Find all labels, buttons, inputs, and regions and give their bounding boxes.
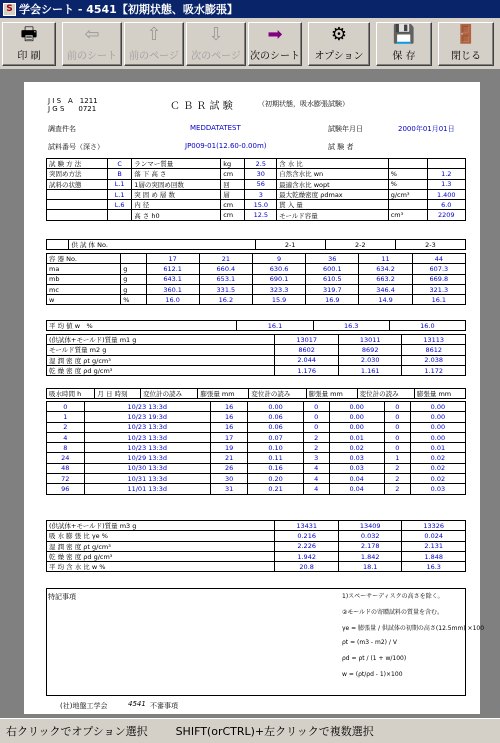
table-cell: 0.21 bbox=[248, 484, 303, 494]
table-cell: 2 bbox=[47, 422, 85, 432]
toolbar bbox=[0, 18, 500, 70]
table-cell: 落 下 高 さ bbox=[132, 169, 221, 179]
status-bar bbox=[0, 718, 500, 743]
table-row bbox=[47, 189, 466, 199]
table-cell: 0.00 bbox=[329, 412, 384, 422]
table-cell: g bbox=[121, 264, 146, 274]
table-cell: 0.216 bbox=[275, 531, 339, 541]
table-cell: 346.4 bbox=[359, 284, 412, 294]
table-cell bbox=[108, 210, 132, 220]
date-value: 2000年01月01日 bbox=[398, 125, 455, 133]
table-cell: 0.01 bbox=[329, 432, 384, 442]
table-cell: 試料の状態 bbox=[47, 179, 108, 189]
print-button[interactable]: 🖶 印 刷 bbox=[2, 22, 56, 66]
table-cell bbox=[47, 200, 108, 210]
tester-label: 試 験 者 bbox=[328, 143, 354, 151]
options-icon: ⚙ bbox=[330, 24, 348, 45]
table-cell: (供試体+モールド)質量 m1 g bbox=[47, 335, 275, 345]
table-cell: 0.024 bbox=[402, 531, 466, 541]
remarks-label: 特記事項 bbox=[48, 593, 76, 601]
table-cell: 0.07 bbox=[248, 432, 303, 442]
table-cell: 26 bbox=[210, 463, 248, 473]
table-cell: 11 bbox=[359, 254, 412, 264]
table-cell: 0 bbox=[303, 422, 329, 432]
table-cell: 10/31 13:3d bbox=[84, 474, 210, 484]
table-cell: 0.02 bbox=[410, 463, 465, 473]
table-cell bbox=[388, 200, 427, 210]
table-cell: cm bbox=[221, 200, 245, 210]
table-cell: 16.3 bbox=[313, 321, 389, 331]
table-cell: 0.00 bbox=[248, 402, 303, 412]
table-cell: 10/23 13:3d bbox=[84, 402, 210, 412]
arrow-down-icon: ⇩ bbox=[208, 24, 224, 45]
table-cell: kg bbox=[221, 159, 245, 169]
swell-header-table bbox=[46, 388, 466, 399]
table-cell bbox=[121, 254, 146, 264]
table-cell: 0.03 bbox=[410, 484, 465, 494]
table-row bbox=[47, 240, 466, 250]
table-cell: 360.1 bbox=[146, 284, 199, 294]
table-row bbox=[47, 345, 466, 355]
table-cell: 1 bbox=[384, 453, 410, 463]
table-cell: 0 bbox=[303, 402, 329, 412]
table-cell: 16.0 bbox=[146, 295, 199, 305]
arrow-right-icon: ➡ bbox=[267, 24, 283, 45]
table-cell: 13431 bbox=[275, 521, 339, 531]
next-sheet-button[interactable]: ➡ 次のシート bbox=[248, 22, 302, 66]
table-cell: 1.848 bbox=[402, 551, 466, 561]
table-cell: 13011 bbox=[338, 335, 402, 345]
table-cell: 0.02 bbox=[329, 443, 384, 453]
table-cell: 4 bbox=[303, 484, 329, 494]
test-conditions-table bbox=[46, 158, 466, 221]
table-cell: 321.3 bbox=[412, 284, 465, 294]
density-table bbox=[46, 334, 466, 376]
table-cell: 0 bbox=[384, 422, 410, 432]
table-row bbox=[47, 474, 466, 484]
table-cell: 0.01 bbox=[410, 443, 465, 453]
table-cell: 16.9 bbox=[306, 295, 359, 305]
table-cell: 回 bbox=[221, 179, 245, 189]
table-cell: 0 bbox=[384, 412, 410, 422]
water-content-table bbox=[46, 253, 466, 305]
title-bar bbox=[0, 0, 500, 18]
project-label: 調査件名 bbox=[48, 125, 76, 133]
table-cell: 変位計の読み bbox=[357, 389, 414, 399]
table-cell bbox=[47, 189, 108, 199]
table-cell: 16.0 bbox=[389, 321, 465, 331]
table-cell: mc bbox=[47, 284, 121, 294]
table-cell: 18.1 bbox=[338, 562, 402, 572]
table-cell: 1層の突固め回数 bbox=[132, 179, 221, 189]
formula-note: w = (ρt/ρd - 1)×100 bbox=[342, 671, 403, 678]
specimen-no-table bbox=[46, 239, 466, 250]
sheet-title: Ｃ Ｂ Ｒ 試 験 bbox=[170, 101, 233, 112]
table-cell: 月 日 時刻 bbox=[95, 389, 141, 399]
table-cell: 13409 bbox=[338, 521, 402, 531]
table-cell: 吸 水 膨 張 比 γe % bbox=[47, 531, 275, 541]
table-row bbox=[47, 389, 466, 399]
table-cell: 20.8 bbox=[275, 562, 339, 572]
table-cell: 0.10 bbox=[248, 443, 303, 453]
table-cell bbox=[47, 240, 69, 250]
remarks-box bbox=[46, 588, 466, 696]
table-cell: 1.842 bbox=[338, 551, 402, 561]
table-cell: 2.178 bbox=[338, 541, 402, 551]
footer-org: (社)地盤工学会 bbox=[60, 702, 108, 710]
table-cell: 1.3 bbox=[427, 179, 466, 189]
table-cell: 湿 潤 密 度 ρt g/cm³ bbox=[47, 541, 275, 551]
table-cell: 含 水 比 bbox=[277, 159, 389, 169]
date-label: 試験年月日 bbox=[328, 125, 363, 133]
table-cell: 0 bbox=[303, 412, 329, 422]
table-cell: 16.1 bbox=[412, 295, 465, 305]
table-cell: 15.0 bbox=[245, 200, 277, 210]
table-cell: 16 bbox=[210, 422, 248, 432]
table-cell: 48 bbox=[47, 463, 85, 473]
table-cell: 17 bbox=[146, 254, 199, 264]
table-cell: 0.00 bbox=[410, 422, 465, 432]
table-cell: 2-3 bbox=[395, 240, 465, 250]
footer-suffix: 不審事項 bbox=[150, 702, 178, 710]
table-cell: 2.030 bbox=[338, 355, 402, 365]
table-cell: 319.7 bbox=[306, 284, 359, 294]
table-cell: g bbox=[121, 274, 146, 284]
table-cell: % bbox=[388, 169, 427, 179]
table-cell: 0.06 bbox=[248, 422, 303, 432]
table-cell: mb bbox=[47, 274, 121, 284]
next-page-button[interactable]: ⇩ 次のページ bbox=[186, 22, 246, 66]
table-cell: 突 固 め 層 数 bbox=[132, 189, 221, 199]
table-cell: 653.1 bbox=[199, 274, 252, 284]
table-cell: 643.1 bbox=[146, 274, 199, 284]
table-cell: 0.02 bbox=[410, 474, 465, 484]
table-cell: 13113 bbox=[402, 335, 466, 345]
table-cell: 630.6 bbox=[252, 264, 305, 274]
table-cell: 0.032 bbox=[338, 531, 402, 541]
table-row bbox=[47, 179, 466, 189]
options-button[interactable]: ⚙ オプション bbox=[308, 22, 370, 66]
table-cell: 30 bbox=[210, 474, 248, 484]
table-cell: 612.1 bbox=[146, 264, 199, 274]
table-row bbox=[47, 159, 466, 169]
sample-value: JP009-01(12.60-0.00m) bbox=[185, 142, 267, 150]
table-cell: 15.9 bbox=[252, 295, 305, 305]
table-cell: 8692 bbox=[338, 345, 402, 355]
table-cell: 13326 bbox=[402, 521, 466, 531]
table-cell: 331.5 bbox=[199, 284, 252, 294]
table-row bbox=[47, 355, 466, 365]
table-cell: 12.5 bbox=[245, 210, 277, 220]
table-row bbox=[47, 365, 466, 375]
table-cell: 2 bbox=[384, 484, 410, 494]
table-cell: 0 bbox=[384, 402, 410, 412]
table-cell: 16 bbox=[210, 412, 248, 422]
table-cell: 663.2 bbox=[359, 274, 412, 284]
table-cell: 供 試 体 No. bbox=[69, 240, 255, 250]
table-row bbox=[47, 284, 466, 294]
table-cell: 16.1 bbox=[237, 321, 313, 331]
table-cell: 変位計の読み bbox=[141, 389, 198, 399]
table-row bbox=[47, 521, 466, 531]
table-cell: L.1 bbox=[108, 189, 132, 199]
table-cell: 乾 燥 密 度 ρd g/cm³ bbox=[47, 365, 275, 375]
table-cell: モールド質量 m2 g bbox=[47, 345, 275, 355]
table-row bbox=[47, 274, 466, 284]
save-button[interactable]: 💾 保 存 bbox=[376, 22, 432, 66]
table-cell: 21 bbox=[199, 254, 252, 264]
table-cell: 湿 潤 密 度 ρt g/cm³ bbox=[47, 355, 275, 365]
table-cell: 0.03 bbox=[329, 463, 384, 473]
table-row bbox=[47, 402, 466, 412]
table-cell: 2 bbox=[384, 474, 410, 484]
table-row bbox=[47, 551, 466, 561]
table-cell: ma bbox=[47, 264, 121, 274]
formula-note: ρt = (m3 - m2) / V bbox=[342, 639, 397, 646]
table-cell: 膨張量 mm bbox=[414, 389, 465, 399]
sheet-subtitle: （初期状態，吸水膨張試験） bbox=[258, 100, 349, 108]
arrow-up-icon: ⇧ bbox=[146, 24, 162, 45]
table-cell: 10/23 13:3d bbox=[84, 432, 210, 442]
table-cell: 0.02 bbox=[410, 453, 465, 463]
table-row bbox=[47, 562, 466, 572]
table-cell: 21 bbox=[210, 453, 248, 463]
table-cell: 10/23 13:3d bbox=[84, 422, 210, 432]
table-cell: 吸水時間 h bbox=[47, 389, 95, 399]
table-cell: 貫 入 量 bbox=[277, 200, 389, 210]
table-cell: 2.044 bbox=[275, 355, 339, 365]
table-cell: 2.226 bbox=[275, 541, 339, 551]
sheet-app-icon: S bbox=[3, 3, 16, 16]
save-icon: 💾 bbox=[392, 24, 416, 45]
sample-label: 試料番号（深さ） bbox=[48, 143, 104, 151]
table-cell: 2.038 bbox=[402, 355, 466, 365]
table-cell: 1.400 bbox=[427, 189, 466, 199]
table-cell: 8612 bbox=[402, 345, 466, 355]
table-row bbox=[47, 531, 466, 541]
table-cell: 0.16 bbox=[248, 463, 303, 473]
after-test-table bbox=[46, 520, 466, 572]
table-cell: 10/29 13:3d bbox=[84, 453, 210, 463]
table-row bbox=[47, 264, 466, 274]
average-water-table bbox=[46, 320, 466, 331]
table-cell: 36 bbox=[306, 254, 359, 264]
table-cell: 1.942 bbox=[275, 551, 339, 561]
table-cell: 610.5 bbox=[306, 274, 359, 284]
table-cell: 0.04 bbox=[329, 484, 384, 494]
table-cell: 0.06 bbox=[248, 412, 303, 422]
footer-number: 4541 bbox=[128, 700, 146, 708]
standard-jgs: J G S 0721 bbox=[48, 105, 97, 113]
window-title: 学会シート - 4541【初期状態、吸水膨張】 bbox=[19, 3, 238, 16]
table-cell: 1.176 bbox=[275, 365, 339, 375]
close-button[interactable]: 🚪 閉じる bbox=[438, 22, 494, 66]
table-cell: 容 器 No. bbox=[47, 254, 121, 264]
table-cell: 1.2 bbox=[427, 169, 466, 179]
table-row bbox=[47, 321, 466, 331]
table-cell: 変位計の読み bbox=[249, 389, 306, 399]
table-cell: 72 bbox=[47, 474, 85, 484]
table-cell: 96 bbox=[47, 484, 85, 494]
table-cell: 660.4 bbox=[199, 264, 252, 274]
table-cell: 0.00 bbox=[329, 402, 384, 412]
status-right: SHIFT(orCTRL)+左クリックで複数選択 bbox=[175, 725, 374, 738]
table-cell: 607.3 bbox=[412, 264, 465, 274]
table-cell: 0.11 bbox=[248, 453, 303, 463]
table-cell: 24 bbox=[47, 453, 85, 463]
table-cell: 4 bbox=[303, 463, 329, 473]
table-cell: 2 bbox=[303, 432, 329, 442]
table-cell: 634.2 bbox=[359, 264, 412, 274]
table-cell: cm³ bbox=[388, 210, 427, 220]
table-cell: 0.04 bbox=[329, 474, 384, 484]
table-cell: 0.20 bbox=[248, 474, 303, 484]
printer-icon: 🖶 bbox=[20, 24, 38, 45]
table-cell: 9 bbox=[252, 254, 305, 264]
table-cell: 17 bbox=[210, 432, 248, 442]
table-cell: 16.2 bbox=[199, 295, 252, 305]
formula-note: 1)スペーサーディスクの高さを除く。 bbox=[342, 593, 444, 600]
table-row bbox=[47, 335, 466, 345]
table-row bbox=[47, 254, 466, 264]
table-cell: C bbox=[108, 159, 132, 169]
table-cell: 2.131 bbox=[402, 541, 466, 551]
standard-jis: J I S A 1211 bbox=[48, 97, 98, 105]
table-cell: 0.00 bbox=[410, 412, 465, 422]
table-cell: 16.3 bbox=[402, 562, 466, 572]
table-row bbox=[47, 443, 466, 453]
table-cell: 0.03 bbox=[329, 453, 384, 463]
table-row bbox=[47, 412, 466, 422]
table-cell: 高 さ h0 bbox=[132, 210, 221, 220]
table-cell: 16 bbox=[210, 402, 248, 412]
table-cell: 600.1 bbox=[306, 264, 359, 274]
table-cell: 0 bbox=[384, 443, 410, 453]
table-cell: 11/01 13:3d bbox=[84, 484, 210, 494]
table-cell: 2.5 bbox=[245, 159, 277, 169]
table-cell: 0.00 bbox=[329, 422, 384, 432]
table-cell: 10/23 13:3d bbox=[84, 443, 210, 453]
status-left: 右クリックでオプション選択 bbox=[6, 725, 148, 738]
table-cell: 0 bbox=[47, 402, 85, 412]
table-row bbox=[47, 210, 466, 220]
table-cell: 平 均 含 水 比 w % bbox=[47, 562, 275, 572]
table-cell: 0.00 bbox=[410, 432, 465, 442]
formula-note: γe = 膨張量 / 供試体の初期の高さ(12.5mm) ×100 bbox=[342, 625, 485, 632]
prev-sheet-button[interactable]: ⇦ 前のシート bbox=[62, 22, 122, 66]
table-cell: 10/30 13:3d bbox=[84, 463, 210, 473]
table-cell: % bbox=[388, 179, 427, 189]
table-cell: 19 bbox=[210, 443, 248, 453]
table-row bbox=[47, 169, 466, 179]
table-cell bbox=[427, 159, 466, 169]
table-cell: 4 bbox=[47, 432, 85, 442]
table-row bbox=[47, 463, 466, 473]
table-cell: 1.161 bbox=[338, 365, 402, 375]
table-cell: 2-2 bbox=[325, 240, 395, 250]
table-cell: cm bbox=[221, 169, 245, 179]
table-cell: 10/23 19:3d bbox=[84, 412, 210, 422]
table-cell: 突固め方法 bbox=[47, 169, 108, 179]
table-cell: 669.8 bbox=[412, 274, 465, 284]
formula-note: ρd = ρt / (1 + w/100) bbox=[342, 655, 407, 662]
table-cell: 自然含水比 wn bbox=[277, 169, 389, 179]
table-row bbox=[47, 484, 466, 494]
table-cell: cm bbox=[221, 210, 245, 220]
table-cell: 膨張量 mm bbox=[198, 389, 249, 399]
table-cell: 内 径 bbox=[132, 200, 221, 210]
table-cell: 層 bbox=[221, 189, 245, 199]
close-icon: 🚪 bbox=[454, 24, 478, 45]
table-cell: 1.172 bbox=[402, 365, 466, 375]
table-cell: g bbox=[121, 284, 146, 294]
table-cell: 1 bbox=[47, 412, 85, 422]
table-cell: 44 bbox=[412, 254, 465, 264]
table-cell: 2 bbox=[303, 443, 329, 453]
table-cell: B bbox=[108, 169, 132, 179]
table-cell: L.6 bbox=[108, 200, 132, 210]
project-value: MEDDATATEST bbox=[190, 124, 241, 132]
table-row bbox=[47, 453, 466, 463]
table-row bbox=[47, 200, 466, 210]
arrow-left-icon: ⇦ bbox=[84, 24, 100, 45]
table-cell: 平 均 値 w % bbox=[47, 321, 237, 331]
table-cell: 3 bbox=[303, 453, 329, 463]
table-cell: 4 bbox=[303, 474, 329, 484]
table-cell: 30 bbox=[245, 169, 277, 179]
table-cell: 14.9 bbox=[359, 295, 412, 305]
table-cell: 6.0 bbox=[427, 200, 466, 210]
table-cell: 試 験 方 法 bbox=[47, 159, 108, 169]
table-cell: 0.00 bbox=[410, 402, 465, 412]
table-cell: モールド容量 bbox=[277, 210, 389, 220]
table-cell: 8 bbox=[47, 443, 85, 453]
swell-table bbox=[46, 401, 466, 495]
table-cell: 2209 bbox=[427, 210, 466, 220]
table-cell: 56 bbox=[245, 179, 277, 189]
table-cell: 13017 bbox=[275, 335, 339, 345]
table-cell bbox=[388, 159, 427, 169]
table-cell bbox=[47, 210, 108, 220]
table-cell: g/cm³ bbox=[388, 189, 427, 199]
table-cell: ランマー質量 bbox=[132, 159, 221, 169]
table-cell: 690.1 bbox=[252, 274, 305, 284]
prev-page-button[interactable]: ⇧ 前のページ bbox=[124, 22, 184, 66]
table-cell: 最適含水比 wopt bbox=[277, 179, 389, 189]
table-cell: 2-1 bbox=[255, 240, 325, 250]
table-cell: 323.3 bbox=[252, 284, 305, 294]
table-row bbox=[47, 295, 466, 305]
table-row bbox=[47, 432, 466, 442]
table-cell: 3 bbox=[245, 189, 277, 199]
table-cell: 8602 bbox=[275, 345, 339, 355]
formula-note: ②モールドの寄贈試料の質量を含む。 bbox=[342, 609, 444, 616]
table-cell: (供試体+モールド)質量 m3 g bbox=[47, 521, 275, 531]
table-cell: 0 bbox=[384, 432, 410, 442]
table-cell: L.1 bbox=[108, 179, 132, 189]
table-cell: 最大乾燥密度 ρdmax bbox=[277, 189, 389, 199]
table-cell: 31 bbox=[210, 484, 248, 494]
table-row bbox=[47, 422, 466, 432]
table-cell: % bbox=[121, 295, 146, 305]
table-cell: 2 bbox=[384, 463, 410, 473]
table-cell: 乾 燥 密 度 ρd g/cm³ bbox=[47, 551, 275, 561]
table-cell: 膨張量 mm bbox=[306, 389, 357, 399]
table-cell: w bbox=[47, 295, 121, 305]
table-row bbox=[47, 541, 466, 551]
